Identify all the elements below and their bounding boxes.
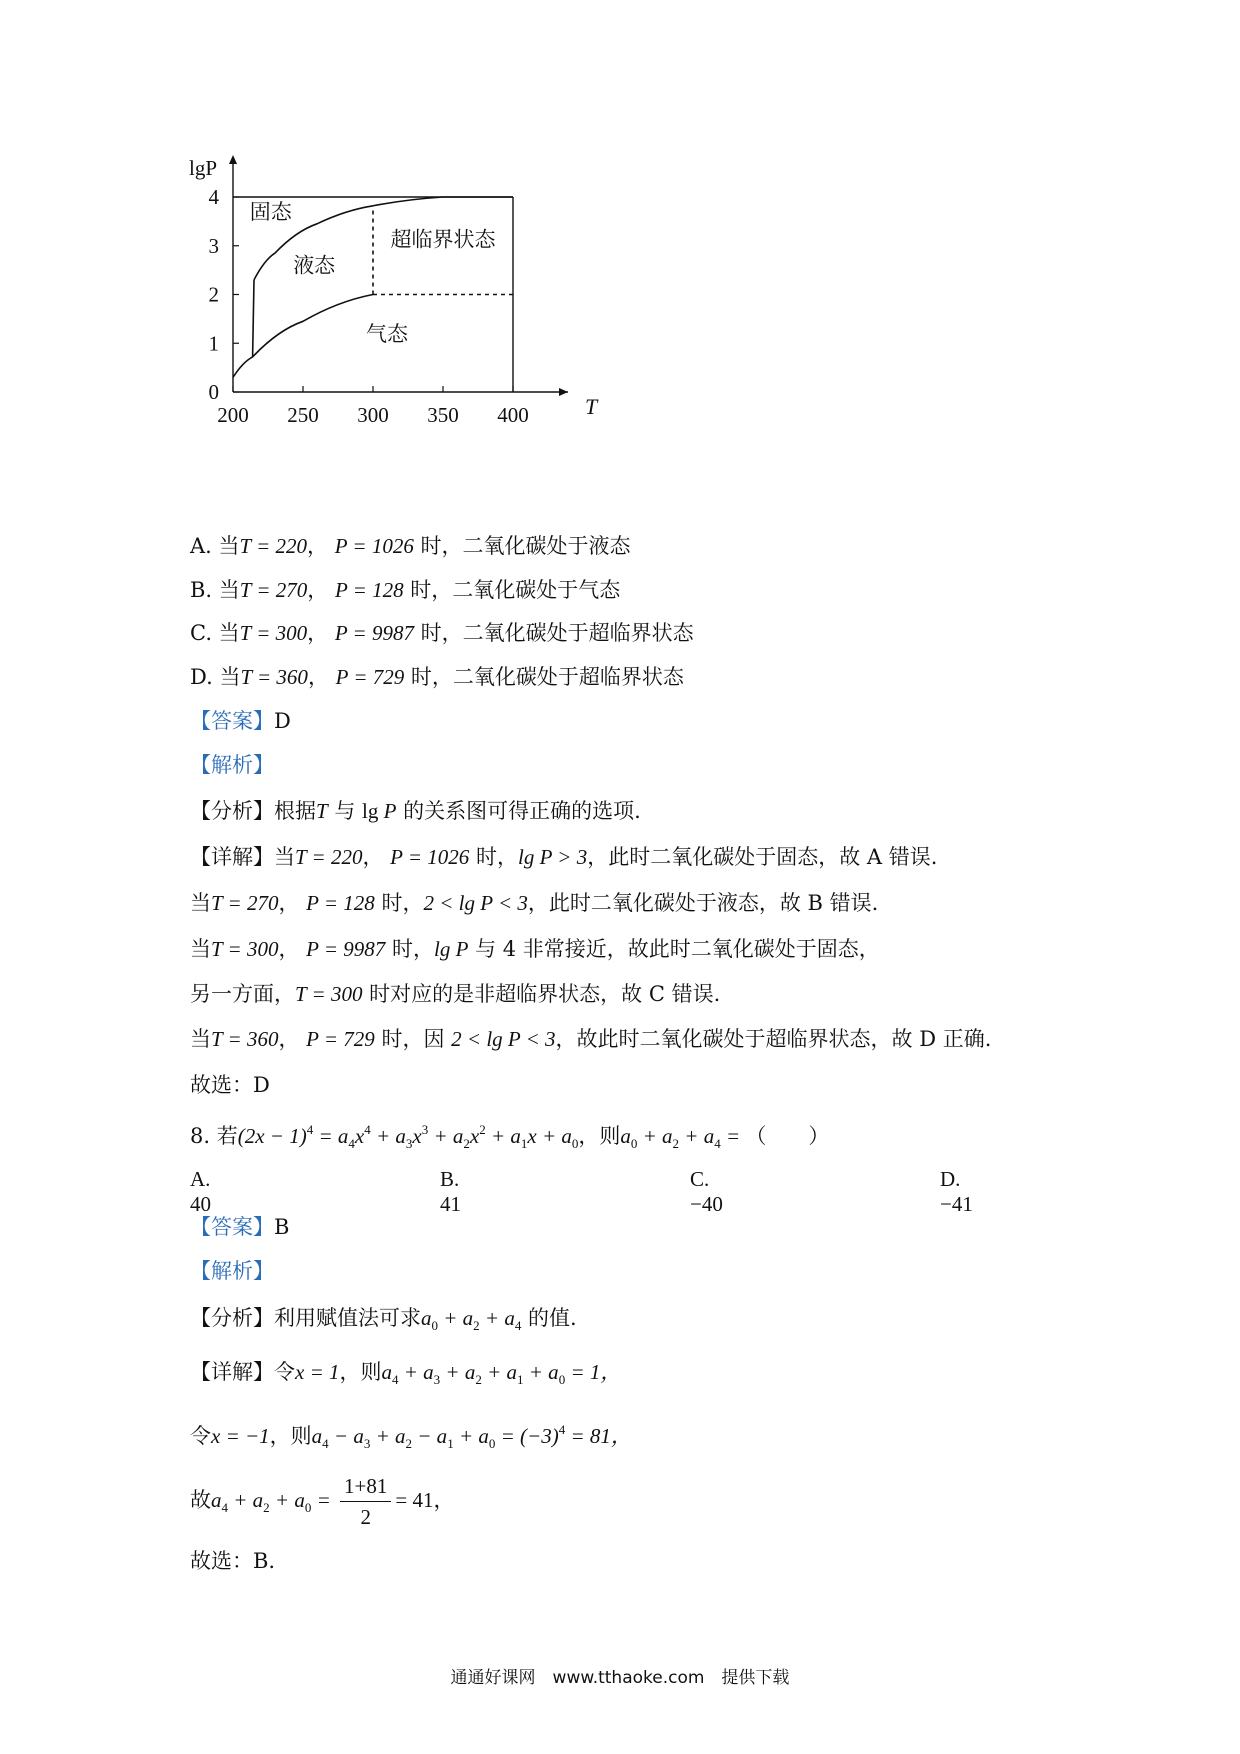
q8-fenxi: 【分析】利用赋值法可求$a_0 + a_2 + a_4$ 的值.	[190, 1306, 577, 1333]
q8-option-b: B. 41	[440, 1167, 461, 1216]
option-a: A. 当T = 220， P = 1026 时，二氧化碳处于液态	[190, 534, 631, 558]
y-tick-label: 0	[208, 380, 219, 404]
footer: 通通好课网 www.tthaoke.com 提供下载	[450, 1668, 790, 1688]
phase-diagram	[170, 150, 598, 440]
option-a-t: T = 220	[239, 534, 308, 558]
q7-detail-2: 当T = 270， P = 128 时，2 < lg P < 3，此时二氧化碳处于液态，故 B 错误.	[190, 891, 879, 915]
x-axis-label: T	[585, 394, 598, 419]
region-label: 气态	[366, 321, 408, 346]
q7-analysis-heading: 【解析】	[190, 753, 274, 777]
y-axis-label: lgP	[189, 156, 218, 180]
q8-answer: 【答案】B	[190, 1215, 290, 1239]
solid-liquid-boundary	[253, 280, 254, 357]
option-b: B. 当T = 270， P = 128 时，二氧化碳处于气态	[190, 578, 621, 602]
x-tick-label: 200	[217, 403, 249, 427]
option-a-label: A. 当	[190, 534, 240, 558]
option-d: D. 当T = 360， P = 729 时，二氧化碳处于超临界状态	[190, 665, 684, 689]
fraction: $\frac{1+81}{2}$	[340, 1471, 391, 1532]
region-label: 超临界状态	[390, 227, 496, 252]
option-c: C. 当T = 300， P = 9987 时，二氧化碳处于超临界状态	[190, 621, 694, 645]
q7-detail-5: 当T = 360， P = 729 时，因 2 < lg P < 3，故此时二氧化碳处于超临界状态，故 D 正确.	[190, 1027, 992, 1051]
x-tick-label: 400	[497, 403, 529, 427]
option-c-t: T = 300	[239, 621, 308, 645]
y-tick-label: 2	[208, 282, 219, 307]
x-tick-label: 250	[287, 403, 319, 427]
region-label: 液态	[293, 253, 336, 278]
y-axis-arrow	[229, 155, 237, 164]
option-a-p: P = 1026	[334, 534, 414, 558]
option-b-t: T = 270	[239, 578, 308, 602]
q8-choose: 故选：B.	[190, 1549, 276, 1573]
q7-choose: 故选：D	[190, 1073, 270, 1097]
x-tick-label: 300	[357, 403, 389, 427]
answer-tag: 【答案】	[190, 709, 274, 733]
q7-fenxi: 【分析】根据T 与 lg P 的关系图可得正确的选项.	[190, 799, 641, 823]
y-tick-label: 4	[208, 185, 219, 209]
q7-detail-4: 另一方面，T = 300 时对应的是非超临界状态，故 C 错误.	[190, 982, 721, 1006]
y-tick-label: 3	[208, 233, 219, 258]
y-tick-label: 1	[208, 331, 219, 356]
q7-detail-3: 当T = 300， P = 9987 时，lg P 与 4 非常接近，故此时二氧化碳处于固态，	[190, 937, 880, 961]
q8-detail-2: 令x = −1，则$a_4 - a_3 + a_2 - a_1 + a_0 = (-3)^4 = 81$，	[190, 1422, 632, 1451]
x-axis-arrow	[559, 388, 568, 396]
q7-detail-1: 【详解】当T = 220， P = 1026 时，lg P > 3，此时二氧化碳处于固态，故 A 错误.	[190, 845, 938, 869]
option-b-p: P = 128	[334, 578, 404, 602]
option-c-p: P = 9987	[334, 621, 414, 645]
q8-option-c: C. −40	[690, 1167, 723, 1216]
q8-detail-3: 故$a_4 + a_2 + a_0$ = $\frac{1+81}{2}$ = 41，	[190, 1468, 454, 1540]
q8-option-a: A. 40	[190, 1167, 211, 1216]
q8-stem: 8. 若$(2x - 1)^4 = a_4x^4 + a_3x^3 + a_2x^2 + a_1x + a_0$，则$a_0 + a_2 + a_4$ = （ ）	[190, 1122, 830, 1151]
answer-value: D	[274, 709, 291, 733]
q8-option-d: D. −41	[940, 1167, 973, 1216]
x-tick-label: 350	[427, 403, 459, 427]
q8-detail-1: 【详解】令x = 1，则$a_4 + a_3 + a_2 + a_1 + a_0 = 1$，	[190, 1360, 622, 1387]
q7-answer	[190, 707, 291, 735]
option-d-p: P = 729	[335, 665, 405, 689]
q8-analysis-heading: 【解析】	[190, 1259, 274, 1283]
option-d-t: T = 360	[240, 665, 308, 689]
region-label: 固态	[249, 199, 292, 224]
